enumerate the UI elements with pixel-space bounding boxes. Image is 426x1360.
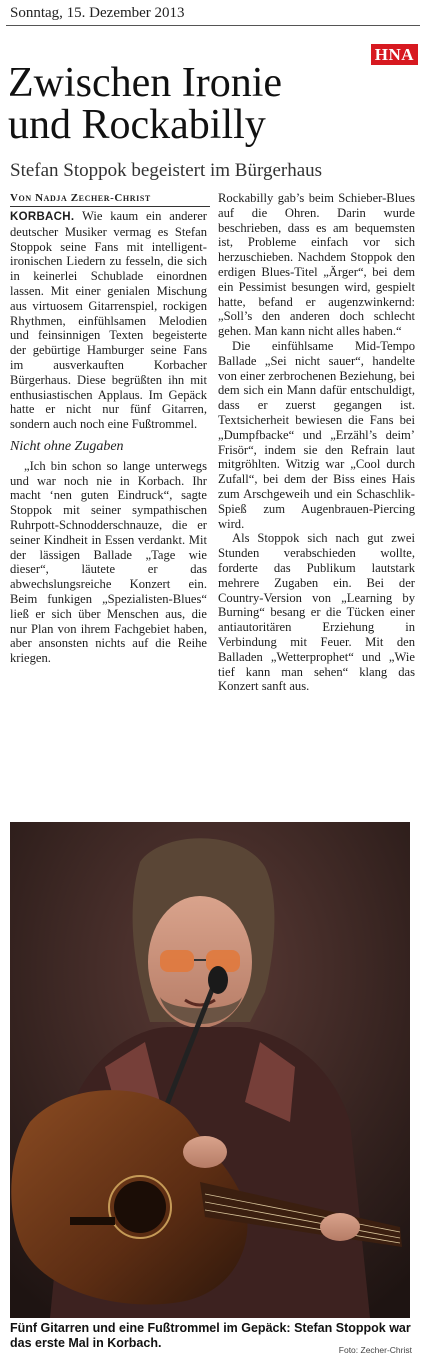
photo-caption: Fünf Gitarren und eine Fußtrommel im Gepäck: Stefan Stoppok war das erste Mal in Korbach. — [10, 1321, 411, 1350]
article-subheadline: Stefan Stoppok begeistert im Bürgerhaus — [10, 160, 323, 181]
author-byline: Von Nadja Zecher-Christ — [10, 192, 210, 207]
musician-with-guitar-illustration — [10, 822, 410, 1318]
publisher-badge: HNA — [371, 44, 418, 65]
headline-line-1: Zwischen Ironie — [8, 60, 283, 106]
concert-photo — [10, 822, 410, 1318]
paragraph-1 — [10, 209, 207, 432]
paragraph-5: Als Stoppok sich nach gut zwei Stunden verabschieden wollte, forderte das Publikum lautstark mehrere Zugaben ein. Bei der Country-Version von „Learning by Burning“ besang er die Tücken einer antiautoritären Erziehung in Verbindung mit Feuer. Mit den Balladen „Wetterprophet“ und „Wie tief kann man sehen“ klang das Konzert sanft aus. — [218, 531, 415, 694]
issue-date: Sonntag, 15. Dezember 2013 — [10, 5, 185, 21]
article-column-left — [10, 209, 207, 779]
article-column-right — [218, 191, 415, 781]
paragraph-2: „Ich bin schon so lange unterwegs und war noch nie in Korbach. Ihr macht ‘nen guten Eindruck“, sagte Stoppok mit seiner sympathischen Ruhrpott-Schnodderschnauze, die er seiner Kindheit in Essen verdankt. Mit der lässigen Ballade „Tage wie dieser“, läutete er das abwechslungsreiche Konzert ein. Beim funkigen „Spezialisten-Blues“ ließ er sich über Menschen aus, die nur Plan von ihrem Fachgebiet haben, aber ansonsten nichts auf die Reihe kriegen. — [10, 458, 207, 666]
article-dateline: KORBACH. — [10, 211, 75, 223]
photo-credit: Foto: Zecher-Christ — [338, 1345, 412, 1355]
headline-line-2: und Rockabilly — [8, 102, 266, 148]
paragraph-3: Rockabilly gab’s beim Schieber-Blues auf die Ohren. Darin wurde beschrieben, dass es am bequemsten ist, Probleme einfach vor sich herzuschieben. Nachdem Stoppok den erdigen Blues-Titel „Ärger“, bei dem ein Pessimist besungen wird, gespielt hatte, befand er augenzwinkernd: „Soll’s den anderen doch schlecht gehen. Man kann nicht alles haben.“ — [218, 191, 415, 339]
header-rule — [6, 25, 420, 26]
paragraph-4: Die einfühlsame Mid-Tempo Ballade „Sei nicht sauer“, handelte von einer zerbrochenen Beziehung, bei dem sich ein Mann dafür entschuldigt, dass er zuerst gegangen ist. Textsicherheit bewiesen die Fans bei „Dumpfbacke“ und „Erzähl’s deim’ Frisör“, indem sie den Refrain laut mitgröhlten. Witzig war „Cool durch Zufall“, bei dem der Biss eines Hais zum Arschgeweih und ein Schaschlik-Spieß zum Augenbrauen-Piercing wird. — [218, 338, 415, 531]
article-subtitle: Nicht ohne Zugaben — [10, 438, 124, 454]
article-headline — [8, 62, 368, 146]
paragraph-1-text: Wie kaum ein anderer deutscher Musiker vermag es Stefan Stoppok seine Fans mit intelligent-ironischen Liedern zu fesseln, die sich in keinerlei Schublade einordnen lassen. Mit einer genialen Mischung aus virtuosem Gitarrenspiel, rockigen Rhythmen, einfühlsamen Melodien und feinsinnigen Texten begeisterte der gebürtige Hamburger seine Fans im ausverkauften Korbacher Bürgerhaus. Diese begrüßten ihn mit enthusiastischen Applaus. Im Gepäck hatte er nicht nur fünf Gitarren, sondern auch noch eine Fußtrommel. — [10, 209, 207, 432]
